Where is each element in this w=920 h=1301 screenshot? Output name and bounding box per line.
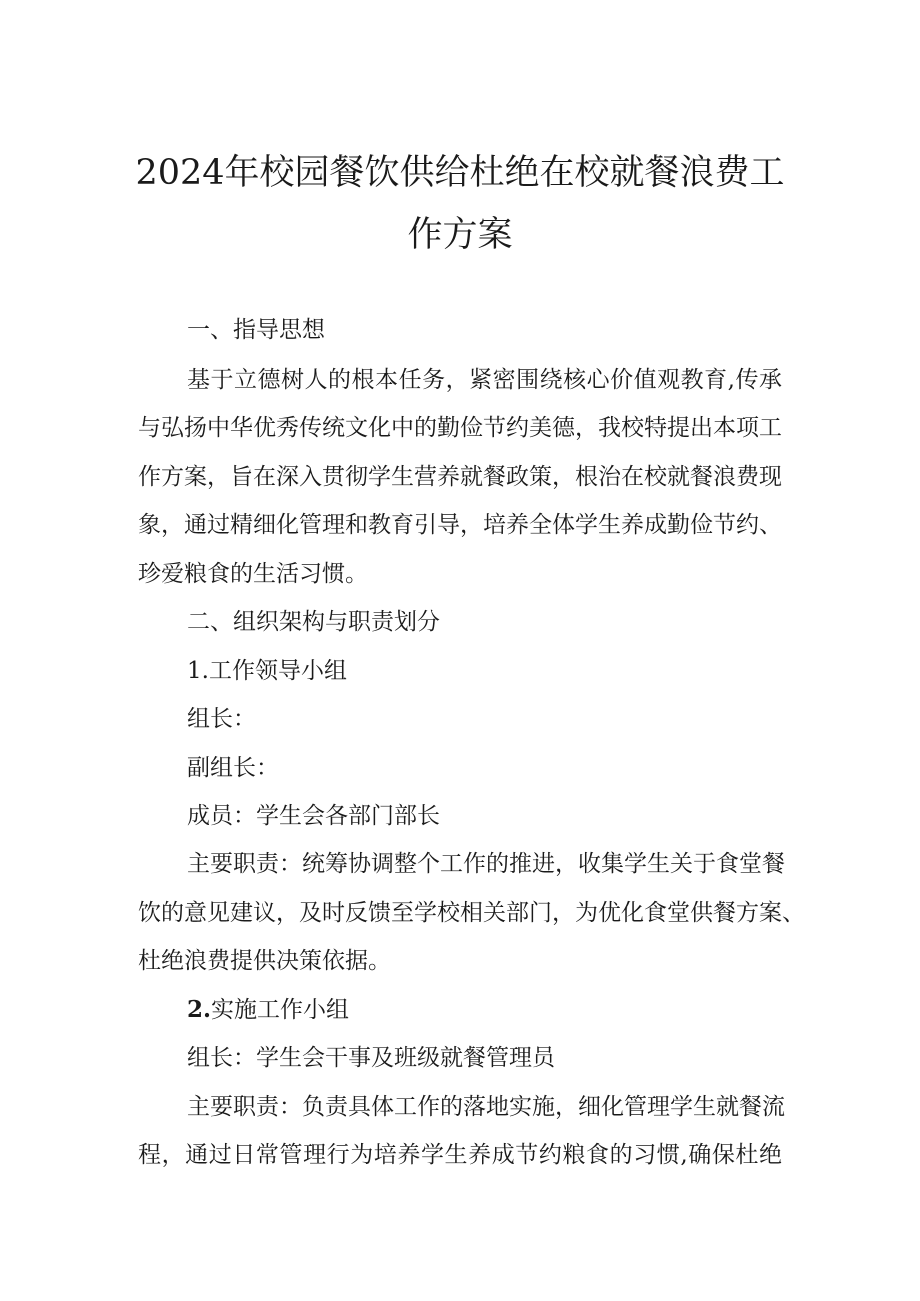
paragraph-1-line-5: 珍爱粮食的生活习惯。 — [138, 561, 368, 587]
group-2-number: 2. — [187, 996, 212, 1023]
group-1-duties-line-1: 主要职责：统筹协调整个工作的推进，收集学生关于食堂餐 — [187, 851, 785, 877]
group-2-title: 实施工作小组 — [211, 997, 350, 1023]
group-2-duties-line-1: 主要职责：负责具体工作的落地实施，细化管理学生就餐流 — [187, 1094, 785, 1120]
section-2-heading: 二、组织架构与职责划分 — [187, 609, 440, 635]
group-1-members: 成员：学生会各部门部长 — [187, 803, 440, 829]
paragraph-1-line-1: 基于立德树人的根本任务，紧密围绕核心价值观教育,传承 — [187, 367, 782, 393]
group-1-leader: 组长： — [187, 706, 256, 732]
group-2-leader: 组长：学生会干事及班级就餐管理员 — [187, 1045, 555, 1071]
group-2-duties-line-2: 程，通过日常管理行为培养学生养成节约粮食的习惯,确保杜绝 — [138, 1142, 782, 1168]
section-1-heading: 一、指导思想 — [187, 317, 325, 343]
group-1-deputy: 副组长： — [187, 755, 279, 781]
paragraph-1-line-3: 作方案，旨在深入贯彻学生营养就餐政策，根治在校就餐浪费现 — [138, 464, 782, 490]
group-1-duties-line-3: 杜绝浪费提供决策依据。 — [138, 948, 391, 974]
document-title-line-1: 2024年校园餐饮供给杜绝在校就餐浪费工 — [135, 153, 785, 193]
paragraph-1-line-2: 与弘扬中华优秀传统文化中的勤俭节约美德，我校特提出本项工 — [138, 415, 782, 441]
group-1-duties-line-2: 饮的意见建议，及时反馈至学校相关部门，为优化食堂供餐方案、 — [138, 900, 805, 926]
group-2-heading — [187, 994, 349, 1026]
group-1-heading: 1.工作领导小组 — [187, 658, 347, 684]
document-title-line-2: 作方案 — [407, 215, 513, 255]
paragraph-1-line-4: 象，通过精细化管理和教育引导，培养全体学生养成勤俭节约、 — [138, 512, 782, 538]
